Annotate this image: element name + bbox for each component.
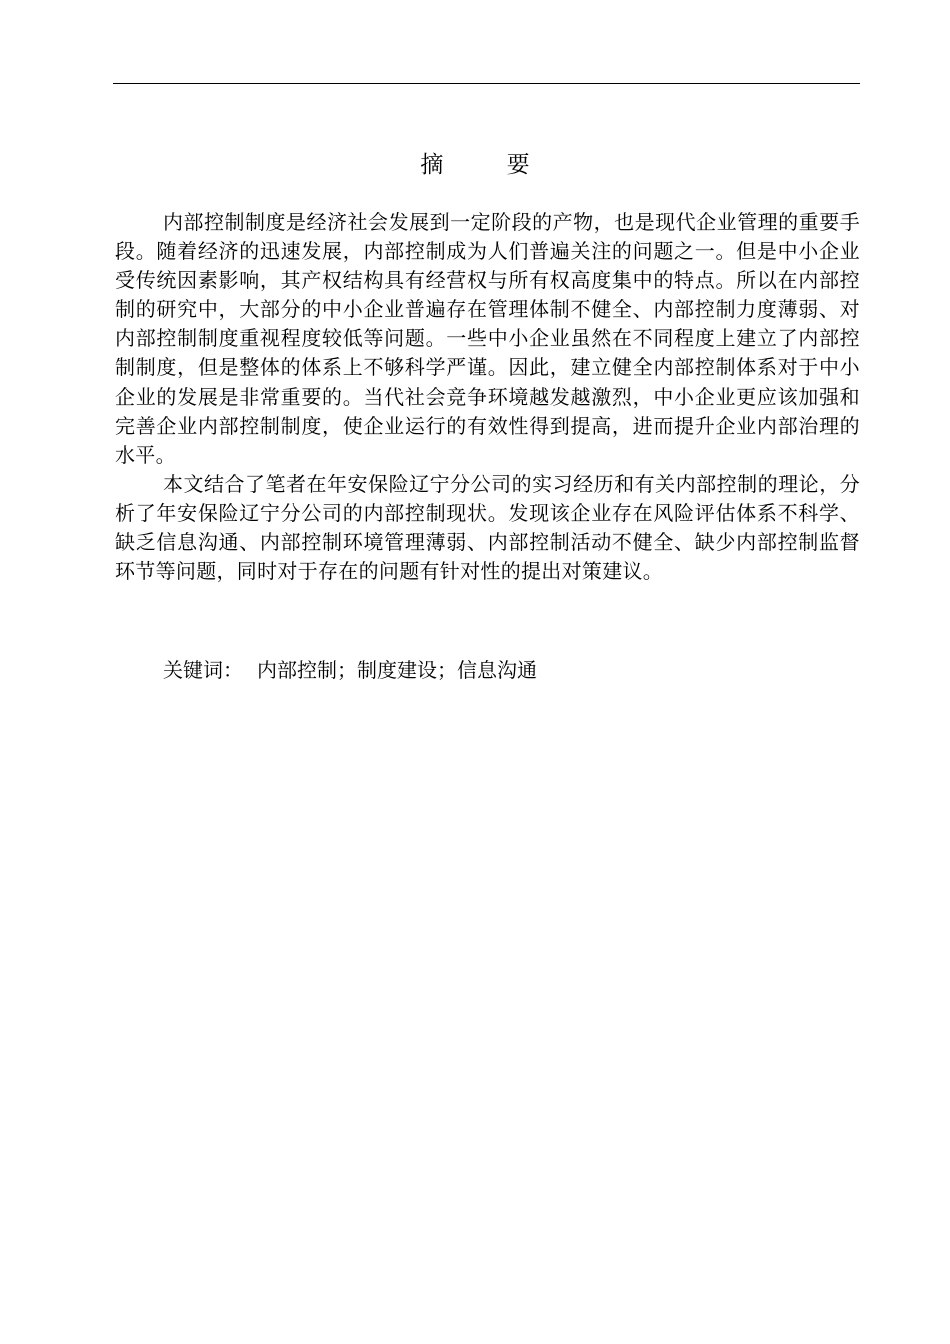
abstract-paragraph-1: 内部控制制度是经济社会发展到一定阶段的产物，也是现代企业管理的重要手段。随着经济的迅速发展，内部控制成为人们普遍关注的问题之一。但是中小企业受传统因素影响，其产权结构具有经营权与所有权高度集中的特点。所以在内部控制的研究中，大部分的中小企业普遍存在管理体制不健全、内部控制力度薄弱、对内部控制制度重视程度较低等问题。一些中小企业虽然在不同程度上建立了内部控制制度，但是整体的体系上不够科学严谨。因此，建立健全内部控制体系对于中小企业的发展是非常重要的。当代社会竞争环境越发越激烈，中小企业更应该加强和完善企业内部控制制度，使企业运行的有效性得到提高，进而提升企业内部治理的水平。: [115, 210, 860, 467]
header-rule: [113, 83, 860, 84]
keywords-label: 关键词：: [163, 658, 243, 682]
abstract-body: [115, 208, 860, 586]
page-title: 摘 要: [420, 152, 558, 178]
keywords-line: [163, 655, 537, 685]
keywords-value: 内部控制；制度建设；信息沟通: [257, 658, 537, 682]
abstract-paragraph-2: 本文结合了笔者在年安保险辽宁分公司的实习经历和有关内部控制的理论，分析了年安保险辽宁分公司的内部控制现状。发现该企业存在风险评估体系不科学、缺乏信息沟通、内部控制环境管理薄弱、内部控制活动不健全、缺少内部控制监督环节等问题，同时对于存在的问题有针对性的提出对策建议。: [115, 471, 860, 584]
